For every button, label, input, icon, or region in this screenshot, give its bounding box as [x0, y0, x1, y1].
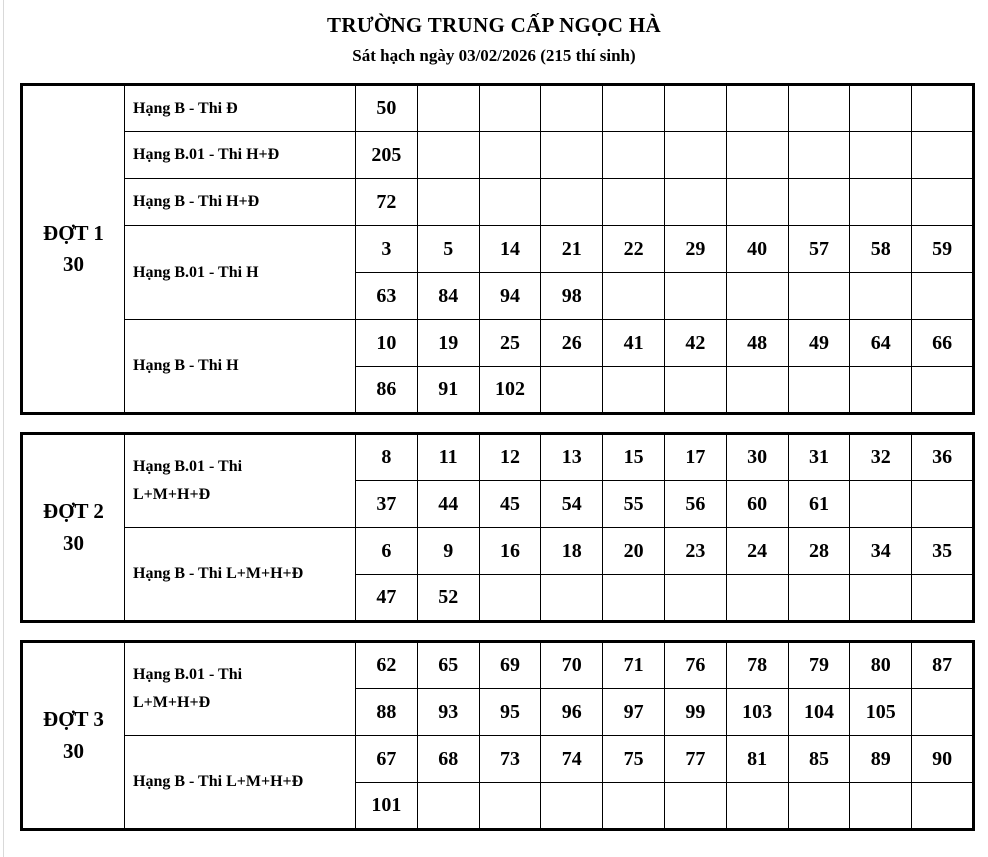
empty-cell: [912, 367, 974, 414]
exam-category-cell: [125, 179, 356, 226]
empty-cell: [788, 85, 850, 132]
batch-capacity: 30: [63, 530, 84, 555]
empty-cell: [912, 481, 974, 528]
candidate-number-cell: 105: [850, 689, 912, 736]
empty-cell: [726, 85, 788, 132]
candidate-number-cell: 90: [912, 736, 974, 783]
exam-category-line: Hạng B - Thi H+Đ: [133, 193, 260, 210]
empty-cell: [850, 179, 912, 226]
page-left-edge-artifact: [3, 0, 4, 857]
empty-cell: [417, 179, 479, 226]
table-row: [22, 434, 974, 481]
candidate-number-cell: 45: [479, 481, 541, 528]
candidate-number-cell: 16: [479, 528, 541, 575]
candidate-number-cell: 21: [541, 226, 603, 273]
exam-category-cell: [125, 85, 356, 132]
empty-cell: [479, 783, 541, 830]
candidate-number-cell: 22: [603, 226, 665, 273]
exam-category-line: Hạng B - Thi Đ: [133, 99, 238, 117]
candidate-number-cell: 94: [479, 273, 541, 320]
empty-cell: [912, 575, 974, 622]
batch-table-3: [20, 640, 975, 831]
candidate-number-cell: 48: [726, 320, 788, 367]
candidate-number-cell: 89: [850, 736, 912, 783]
candidate-number-cell: 23: [664, 528, 726, 575]
candidate-number-cell: 205: [356, 132, 418, 179]
candidate-number-cell: 97: [603, 689, 665, 736]
candidate-number-cell: 59: [912, 226, 974, 273]
exam-category-cell: [125, 642, 356, 736]
candidate-number-cell: 62: [356, 642, 418, 689]
empty-cell: [541, 85, 603, 132]
candidate-number-cell: 34: [850, 528, 912, 575]
candidate-number-cell: 80: [850, 642, 912, 689]
table-row: [22, 179, 974, 226]
empty-cell: [664, 132, 726, 179]
empty-cell: [726, 179, 788, 226]
candidate-number-cell: 8: [356, 434, 418, 481]
candidate-number-cell: 36: [912, 434, 974, 481]
exam-category-line: Hạng B - Thi H: [133, 357, 239, 374]
empty-cell: [726, 575, 788, 622]
candidate-number-cell: 104: [788, 689, 850, 736]
candidate-number-cell: 40: [726, 226, 788, 273]
empty-cell: [479, 575, 541, 622]
empty-cell: [912, 179, 974, 226]
empty-cell: [603, 575, 665, 622]
empty-cell: [664, 783, 726, 830]
batch-name-cell: [22, 434, 125, 622]
empty-cell: [850, 575, 912, 622]
candidate-number-cell: 24: [726, 528, 788, 575]
empty-cell: [479, 179, 541, 226]
candidate-number-cell: 41: [603, 320, 665, 367]
candidate-number-cell: 32: [850, 434, 912, 481]
candidate-number-cell: 17: [664, 434, 726, 481]
candidate-number-cell: 77: [664, 736, 726, 783]
empty-cell: [912, 132, 974, 179]
candidate-number-cell: 93: [417, 689, 479, 736]
candidate-number-cell: 31: [788, 434, 850, 481]
candidate-number-cell: 56: [664, 481, 726, 528]
candidate-number-cell: 70: [541, 642, 603, 689]
empty-cell: [603, 367, 665, 414]
candidate-number-cell: 37: [356, 481, 418, 528]
exam-category-cell: [125, 736, 356, 830]
candidate-number-cell: 71: [603, 642, 665, 689]
empty-cell: [850, 367, 912, 414]
candidate-number-cell: 58: [850, 226, 912, 273]
empty-cell: [664, 179, 726, 226]
candidate-number-cell: 99: [664, 689, 726, 736]
empty-cell: [664, 575, 726, 622]
candidate-number-cell: 49: [788, 320, 850, 367]
exam-category-cell: [125, 226, 356, 320]
page-header: [0, 0, 988, 66]
empty-cell: [850, 132, 912, 179]
candidate-number-cell: 10: [356, 320, 418, 367]
candidate-number-cell: 65: [417, 642, 479, 689]
candidate-number-cell: 60: [726, 481, 788, 528]
candidate-number-cell: 6: [356, 528, 418, 575]
candidate-number-cell: 13: [541, 434, 603, 481]
batch-table-1: [20, 83, 975, 415]
candidate-number-cell: 98: [541, 273, 603, 320]
exam-category-line: L+M+H+Đ: [133, 694, 211, 711]
empty-cell: [850, 783, 912, 830]
batch-name: ĐỢT 3: [43, 707, 104, 731]
empty-cell: [788, 179, 850, 226]
candidate-number-cell: 79: [788, 642, 850, 689]
candidate-number-cell: 44: [417, 481, 479, 528]
candidate-number-cell: 87: [912, 642, 974, 689]
empty-cell: [788, 132, 850, 179]
candidate-number-cell: 64: [850, 320, 912, 367]
candidate-number-cell: 18: [541, 528, 603, 575]
candidate-number-cell: 101: [356, 783, 418, 830]
candidate-number-cell: 95: [479, 689, 541, 736]
candidate-number-cell: 30: [726, 434, 788, 481]
empty-cell: [726, 273, 788, 320]
batch-name: ĐỢT 1: [43, 220, 104, 245]
empty-cell: [788, 575, 850, 622]
empty-cell: [479, 132, 541, 179]
candidate-number-cell: 11: [417, 434, 479, 481]
exam-category-line: Hạng B - Thi L+M+H+Đ: [133, 773, 304, 790]
candidate-number-cell: 35: [912, 528, 974, 575]
candidate-number-cell: 102: [479, 367, 541, 414]
candidate-number-cell: 96: [541, 689, 603, 736]
table-row: [22, 320, 974, 367]
empty-cell: [664, 367, 726, 414]
exam-category-cell: [125, 320, 356, 414]
empty-cell: [541, 367, 603, 414]
empty-cell: [912, 273, 974, 320]
empty-cell: [417, 132, 479, 179]
candidate-number-cell: 28: [788, 528, 850, 575]
candidate-number-cell: 19: [417, 320, 479, 367]
candidate-number-cell: 84: [417, 273, 479, 320]
empty-cell: [664, 273, 726, 320]
empty-cell: [850, 481, 912, 528]
empty-cell: [541, 783, 603, 830]
empty-cell: [912, 783, 974, 830]
empty-cell: [479, 85, 541, 132]
empty-cell: [603, 132, 665, 179]
candidate-number-cell: 78: [726, 642, 788, 689]
table-row: [22, 528, 974, 575]
empty-cell: [603, 85, 665, 132]
candidate-number-cell: 20: [603, 528, 665, 575]
candidate-number-cell: 9: [417, 528, 479, 575]
candidate-number-cell: 63: [356, 273, 418, 320]
candidate-number-cell: 54: [541, 481, 603, 528]
empty-cell: [603, 179, 665, 226]
candidate-number-cell: 25: [479, 320, 541, 367]
empty-cell: [788, 273, 850, 320]
empty-cell: [788, 783, 850, 830]
empty-cell: [850, 273, 912, 320]
empty-cell: [541, 575, 603, 622]
table-row: [22, 132, 974, 179]
candidate-number-cell: 5: [417, 226, 479, 273]
candidate-number-cell: 73: [479, 736, 541, 783]
candidate-number-cell: 67: [356, 736, 418, 783]
candidate-number-cell: 85: [788, 736, 850, 783]
exam-category-line: Hạng B.01 - Thi H+Đ: [133, 146, 280, 163]
empty-cell: [850, 85, 912, 132]
candidate-number-cell: 76: [664, 642, 726, 689]
exam-category-cell: [125, 528, 356, 622]
candidate-number-cell: 29: [664, 226, 726, 273]
exam-category-cell: [125, 132, 356, 179]
candidate-number-cell: 69: [479, 642, 541, 689]
empty-cell: [417, 783, 479, 830]
empty-cell: [541, 132, 603, 179]
batch-capacity: 30: [63, 252, 84, 276]
candidate-number-cell: 72: [356, 179, 418, 226]
schedule-tables: [0, 83, 988, 831]
exam-category-cell: [125, 434, 356, 528]
batch-table-2: [20, 432, 975, 623]
page-title: TRƯỜNG TRUNG CẤP NGỌC HÀ: [327, 13, 661, 37]
candidate-number-cell: 61: [788, 481, 850, 528]
empty-cell: [912, 85, 974, 132]
batch-name-cell: [22, 85, 125, 414]
exam-category-line: Hạng B.01 - Thi: [133, 666, 243, 683]
candidate-number-cell: 103: [726, 689, 788, 736]
candidate-number-cell: 3: [356, 226, 418, 273]
batch-capacity: 30: [63, 738, 84, 763]
candidate-number-cell: 74: [541, 736, 603, 783]
batch-name-cell: [22, 642, 125, 830]
exam-category-line: L+M+H+Đ: [133, 486, 211, 503]
candidate-number-cell: 66: [912, 320, 974, 367]
candidate-number-cell: 81: [726, 736, 788, 783]
empty-cell: [541, 179, 603, 226]
candidate-number-cell: 55: [603, 481, 665, 528]
exam-category-line: Hạng B.01 - Thi: [133, 458, 243, 475]
candidate-number-cell: 57: [788, 226, 850, 273]
table-row: [22, 226, 974, 273]
candidate-number-cell: 15: [603, 434, 665, 481]
candidate-number-cell: 14: [479, 226, 541, 273]
candidate-number-cell: 50: [356, 85, 418, 132]
candidate-number-cell: 47: [356, 575, 418, 622]
empty-cell: [788, 367, 850, 414]
candidate-number-cell: 12: [479, 434, 541, 481]
empty-cell: [726, 367, 788, 414]
exam-category-line: Hạng B - Thi L+M+H+Đ: [133, 565, 304, 582]
table-row: [22, 736, 974, 783]
candidate-number-cell: 42: [664, 320, 726, 367]
empty-cell: [603, 783, 665, 830]
empty-cell: [603, 273, 665, 320]
exam-category-line: Hạng B.01 - Thi H: [133, 263, 259, 281]
table-row: [22, 85, 974, 132]
page-subtitle: Sát hạch ngày 03/02/2026 (215 thí sinh): [352, 46, 636, 65]
candidate-number-cell: 86: [356, 367, 418, 414]
candidate-number-cell: 75: [603, 736, 665, 783]
empty-cell: [664, 85, 726, 132]
candidate-number-cell: 26: [541, 320, 603, 367]
candidate-number-cell: 68: [417, 736, 479, 783]
empty-cell: [726, 783, 788, 830]
empty-cell: [417, 85, 479, 132]
empty-cell: [912, 689, 974, 736]
candidate-number-cell: 88: [356, 689, 418, 736]
batch-name: ĐỢT 2: [43, 499, 104, 523]
candidate-number-cell: 91: [417, 367, 479, 414]
candidate-number-cell: 52: [417, 575, 479, 622]
table-row: [22, 642, 974, 689]
empty-cell: [726, 132, 788, 179]
